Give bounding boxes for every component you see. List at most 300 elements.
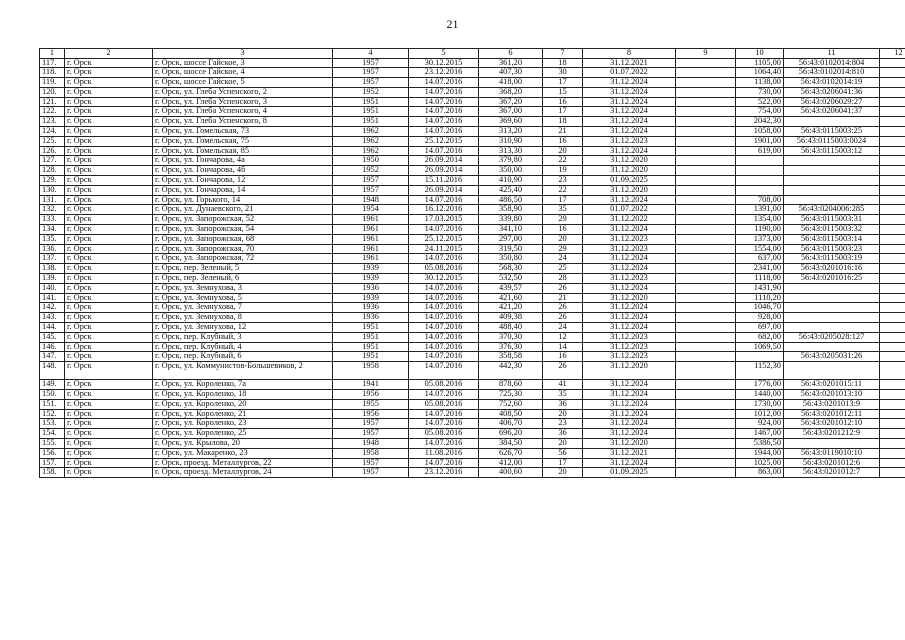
municipality-cell: г. Орск [65,274,153,284]
deadline-cell: 31.12.2024 [583,117,676,127]
column-number-cell: 2 [65,49,153,59]
row-number-cell: 121. [40,97,65,107]
cadastral-number-cell: 56:43:0201015:11 [784,380,880,390]
address-cell: г. Орск, ул. Глеба Успенского, 2 [153,87,333,97]
municipality-cell: г. Орск [65,97,153,107]
address-cell: г. Орск, ул. Короленко, 23 [153,419,333,429]
date-cell: 05.08.2016 [409,380,479,390]
date-cell: 05.08.2016 [409,399,479,409]
table-row [40,448,905,458]
col-12-cell [880,438,905,448]
cadastral-number-cell: 56:43:0115003:23 [784,244,880,254]
deadline-cell: 31.12.2021 [583,448,676,458]
cadastral-number-cell [784,313,880,323]
area-cell: 409,38 [479,313,543,323]
deadline-cell: 31.12.2020 [583,166,676,176]
residents-cell: 16 [543,352,583,362]
table-row [40,234,905,244]
municipality-cell: г. Орск [65,409,153,419]
address-cell: г. Орск, ул. Дунаевского, 21 [153,205,333,215]
col-9-cell [676,313,736,323]
date-cell: 30.12.2015 [409,274,479,284]
address-cell: г. Орск, ул. Гомельская, 73 [153,127,333,137]
municipality-cell: г. Орск [65,166,153,176]
residents-cell: 22 [543,156,583,166]
year-built-cell: 1936 [333,303,409,313]
cost-cell: 1467,00 [736,429,784,439]
date-cell: 26.09.2014 [409,185,479,195]
municipality-cell: г. Орск [65,78,153,88]
year-built-cell: 1961 [333,244,409,254]
address-cell: г. Орск, ул. Гончарова, 4б [153,166,333,176]
table-row [40,362,905,380]
residents-cell: 26 [543,362,583,380]
cost-cell: 1064,40 [736,68,784,78]
area-cell: 421,60 [479,293,543,303]
area-cell: 313,20 [479,127,543,137]
municipality-cell: г. Орск [65,283,153,293]
date-cell: 14.07.2016 [409,362,479,380]
col-12-cell [880,136,905,146]
cadastral-number-cell: 56:43:0201012:10 [784,419,880,429]
address-cell: г. Орск, ул. Горького, 14 [153,195,333,205]
column-number-cell: 9 [676,49,736,59]
col-12-cell [880,409,905,419]
cost-cell: 924,00 [736,419,784,429]
residents-cell: 56 [543,448,583,458]
address-cell: г. Орск, ул. Гомельская, 85 [153,146,333,156]
col-9-cell [676,438,736,448]
col-9-cell [676,234,736,244]
cadastral-number-cell: 56:43:0115003:25 [784,127,880,137]
col-9-cell [676,117,736,127]
residents-cell: 24 [543,323,583,333]
cadastral-number-cell [784,323,880,333]
year-built-cell: 1962 [333,136,409,146]
date-cell: 24.11.2015 [409,244,479,254]
row-number-cell: 156. [40,448,65,458]
municipality-cell: г. Орск [65,419,153,429]
deadline-cell: 31.12.2023 [583,234,676,244]
address-cell: г. Орск, ул. Глеба Успенского, 8 [153,117,333,127]
cadastral-number-cell: 56:43:0201013:9 [784,399,880,409]
address-cell: г. Орск, ул. Глеба Успенского, 3 [153,97,333,107]
date-cell: 14.07.2016 [409,195,479,205]
deadline-cell: 31.12.2024 [583,87,676,97]
col-9-cell [676,303,736,313]
cadastral-number-cell: 56:43:0115003:14 [784,234,880,244]
municipality-cell: г. Орск [65,293,153,303]
cost-cell: 708,00 [736,195,784,205]
row-number-cell: 117. [40,58,65,68]
cost-cell [736,185,784,195]
municipality-cell: г. Орск [65,156,153,166]
municipality-cell: г. Орск [65,332,153,342]
row-number-cell: 158. [40,468,65,478]
area-cell: 370,30 [479,332,543,342]
area-cell: 313,30 [479,146,543,156]
deadline-cell: 31.12.2024 [583,225,676,235]
residents-cell: 36 [543,429,583,439]
col-12-cell [880,195,905,205]
cadastral-number-cell: 56:43:0115003:12 [784,146,880,156]
row-number-cell: 151. [40,399,65,409]
deadline-cell: 31.12.2023 [583,244,676,254]
deadline-cell: 31.12.2023 [583,274,676,284]
municipality-cell: г. Орск [65,254,153,264]
cost-cell [736,176,784,186]
cost-cell: 522,00 [736,97,784,107]
row-number-cell: 150. [40,390,65,400]
col-12-cell [880,390,905,400]
date-cell: 14.07.2016 [409,323,479,333]
residents-cell: 28 [543,274,583,284]
deadline-cell: 31.12.2024 [583,97,676,107]
table-row [40,352,905,362]
registry-table [39,48,905,478]
col-9-cell [676,185,736,195]
cadastral-number-cell: 56:43:0102014:810 [784,68,880,78]
deadline-cell: 31.12.2020 [583,362,676,380]
area-cell: 752,60 [479,399,543,409]
address-cell: г. Орск, ул. Гончарова, 4а [153,156,333,166]
residents-cell: 23 [543,176,583,186]
year-built-cell: 1952 [333,166,409,176]
residents-cell: 24 [543,254,583,264]
col-9-cell [676,195,736,205]
date-cell: 30.12.2015 [409,58,479,68]
col-12-cell [880,78,905,88]
column-number-row [40,49,905,59]
row-number-cell: 133. [40,215,65,225]
cost-cell: 2042,30 [736,117,784,127]
cost-cell: 697,00 [736,323,784,333]
date-cell: 14.07.2016 [409,390,479,400]
date-cell: 23.12.2016 [409,68,479,78]
column-number-cell: 4 [333,49,409,59]
address-cell: г. Орск, ул. Земнухова, 3 [153,283,333,293]
date-cell: 14.07.2016 [409,225,479,235]
municipality-cell: г. Орск [65,468,153,478]
cost-cell: 1373,00 [736,234,784,244]
residents-cell: 14 [543,342,583,352]
cost-cell: 1025,00 [736,458,784,468]
cost-cell: 637,00 [736,254,784,264]
cadastral-number-cell: 56:43:0201016:16 [784,264,880,274]
col-9-cell [676,156,736,166]
col-9-cell [676,225,736,235]
table-row [40,293,905,303]
col-12-cell [880,166,905,176]
row-number-cell: 145. [40,332,65,342]
area-cell: 878,60 [479,380,543,390]
col-12-cell [880,293,905,303]
column-number-cell: 8 [583,49,676,59]
row-number-cell: 137. [40,254,65,264]
col-12-cell [880,399,905,409]
deadline-cell: 31.12.2020 [583,438,676,448]
residents-cell: 20 [543,234,583,244]
cadastral-number-cell: 56:43:0102014:804 [784,58,880,68]
year-built-cell: 1955 [333,399,409,409]
cadastral-number-cell [784,303,880,313]
col-9-cell [676,78,736,88]
municipality-cell: г. Орск [65,448,153,458]
year-built-cell: 1951 [333,342,409,352]
area-cell: 297,00 [479,234,543,244]
deadline-cell: 31.12.2024 [583,264,676,274]
date-cell: 25.12.2015 [409,234,479,244]
cadastral-number-cell: 56:43:0102014:19 [784,78,880,88]
year-built-cell: 1951 [333,117,409,127]
table-row [40,429,905,439]
date-cell: 14.07.2016 [409,117,479,127]
table-row [40,332,905,342]
area-cell: 725,30 [479,390,543,400]
residents-cell: 20 [543,468,583,478]
table-row [40,264,905,274]
area-cell: 486,50 [479,195,543,205]
table-row [40,419,905,429]
cost-cell: 1118,00 [736,274,784,284]
deadline-cell: 31.12.2022 [583,215,676,225]
residents-cell: 29 [543,244,583,254]
deadline-cell: 31.12.2024 [583,429,676,439]
col-12-cell [880,215,905,225]
table-row [40,215,905,225]
cadastral-number-cell [784,166,880,176]
municipality-cell: г. Орск [65,185,153,195]
date-cell: 14.07.2016 [409,303,479,313]
residents-cell: 26 [543,283,583,293]
year-built-cell: 1957 [333,468,409,478]
address-cell: г. Орск, пер. Клубный, 6 [153,352,333,362]
col-12-cell [880,274,905,284]
address-cell: г. Орск, ул. Короленко, 7а [153,380,333,390]
col-9-cell [676,58,736,68]
cadastral-number-cell: 56:43:0201212:9 [784,429,880,439]
year-built-cell: 1951 [333,107,409,117]
col-12-cell [880,419,905,429]
cadastral-number-cell: 56:43:0201012:11 [784,409,880,419]
year-built-cell: 1961 [333,254,409,264]
col-12-cell [880,117,905,127]
residents-cell: 16 [543,136,583,146]
row-number-cell: 123. [40,117,65,127]
cost-cell: 1012,00 [736,409,784,419]
table-row [40,323,905,333]
table-row [40,205,905,215]
cost-cell: 1046,70 [736,303,784,313]
residents-cell: 30 [543,68,583,78]
area-cell: 626,70 [479,448,543,458]
cost-cell: 863,00 [736,468,784,478]
area-cell: 350,80 [479,254,543,264]
table-row [40,78,905,88]
col-12-cell [880,146,905,156]
deadline-cell: 31.12.2023 [583,352,676,362]
cadastral-number-cell: 56:43:0201012:6 [784,458,880,468]
row-number-cell: 138. [40,264,65,274]
col-9-cell [676,136,736,146]
cadastral-number-cell [784,438,880,448]
area-cell: 358,90 [479,205,543,215]
area-cell: 696,20 [479,429,543,439]
year-built-cell: 1961 [333,234,409,244]
year-built-cell: 1961 [333,215,409,225]
municipality-cell: г. Орск [65,136,153,146]
col-9-cell [676,176,736,186]
municipality-cell: г. Орск [65,225,153,235]
municipality-cell: г. Орск [65,438,153,448]
residents-cell: 16 [543,97,583,107]
municipality-cell: г. Орск [65,244,153,254]
row-number-cell: 140. [40,283,65,293]
deadline-cell: 31.12.2023 [583,136,676,146]
row-number-cell: 122. [40,107,65,117]
row-number-cell: 129. [40,176,65,186]
area-cell: 361,20 [479,58,543,68]
cost-cell: 1431,90 [736,283,784,293]
deadline-cell: 31.12.2020 [583,293,676,303]
residents-cell: 20 [543,438,583,448]
address-cell: г. Орск, ул. Запорожская, 72 [153,254,333,264]
area-cell: 358,58 [479,352,543,362]
municipality-cell: г. Орск [65,234,153,244]
address-cell: г. Орск, ул. Земнухова, 5 [153,293,333,303]
table-row [40,58,905,68]
date-cell: 14.07.2016 [409,87,479,97]
table-row [40,185,905,195]
address-cell: г. Орск, ул. Короленко, 18 [153,390,333,400]
year-built-cell: 1957 [333,458,409,468]
cost-cell: 1190,00 [736,225,784,235]
deadline-cell: 31.12.2024 [583,380,676,390]
col-9-cell [676,409,736,419]
cadastral-number-cell [784,176,880,186]
municipality-cell: г. Орск [65,176,153,186]
year-built-cell: 1939 [333,264,409,274]
cadastral-number-cell: 56:43:0205028:127 [784,332,880,342]
address-cell: г. Орск, ул. Макаренко, 23 [153,448,333,458]
date-cell: 05.08.2016 [409,264,479,274]
date-cell: 14.07.2016 [409,458,479,468]
cadastral-number-cell: 56:43:0204006:285 [784,205,880,215]
municipality-cell: г. Орск [65,87,153,97]
address-cell: г. Орск, ул. Запорожская, 54 [153,225,333,235]
cost-cell: 928,00 [736,313,784,323]
row-number-cell: 126. [40,146,65,156]
residents-cell: 20 [543,409,583,419]
deadline-cell: 31.12.2024 [583,419,676,429]
municipality-cell: г. Орск [65,390,153,400]
row-number-cell: 130. [40,185,65,195]
year-built-cell: 1951 [333,323,409,333]
table-row [40,468,905,478]
residents-cell: 29 [543,215,583,225]
row-number-cell: 157. [40,458,65,468]
col-12-cell [880,303,905,313]
year-built-cell: 1957 [333,429,409,439]
cadastral-number-cell: 56:43:0205031:26 [784,352,880,362]
area-cell: 412,00 [479,458,543,468]
address-cell: г. Орск, шоссе Гайское, 3 [153,58,333,68]
residents-cell: 26 [543,313,583,323]
date-cell: 14.07.2016 [409,332,479,342]
area-cell: 568,30 [479,264,543,274]
area-cell: 421,20 [479,303,543,313]
municipality-cell: г. Орск [65,127,153,137]
area-cell: 418,00 [479,78,543,88]
deadline-cell: 31.12.2024 [583,313,676,323]
cadastral-number-cell: 56:43:0201012:7 [784,468,880,478]
cadastral-number-cell [784,156,880,166]
address-cell: г. Орск, ул. Короленко, 25 [153,429,333,439]
row-number-cell: 127. [40,156,65,166]
residents-cell: 22 [543,185,583,195]
col-9-cell [676,146,736,156]
deadline-cell: 31.12.2020 [583,156,676,166]
cadastral-number-cell [784,283,880,293]
area-cell: 369,60 [479,117,543,127]
table-row [40,87,905,97]
year-built-cell: 1957 [333,185,409,195]
col-9-cell [676,87,736,97]
row-number-cell: 141. [40,293,65,303]
col-9-cell [676,419,736,429]
address-cell: г. Орск, шоссе Гайское, 5 [153,78,333,88]
col-12-cell [880,429,905,439]
date-cell: 11.08.2016 [409,448,479,458]
cadastral-number-cell [784,185,880,195]
municipality-cell: г. Орск [65,458,153,468]
col-9-cell [676,97,736,107]
residents-cell: 35 [543,390,583,400]
deadline-cell: 31.12.2023 [583,342,676,352]
year-built-cell: 1957 [333,176,409,186]
year-built-cell: 1958 [333,362,409,380]
col-12-cell [880,468,905,478]
col-12-cell [880,107,905,117]
address-cell: г. Орск, ул. Земнухова, 7 [153,303,333,313]
row-number-cell: 136. [40,244,65,254]
table-row [40,409,905,419]
cadastral-number-cell [784,362,880,380]
address-cell: г. Орск, ул. Короленко, 21 [153,409,333,419]
cost-cell: 1152,30 [736,362,784,380]
residents-cell: 17 [543,78,583,88]
cost-cell: 1105,00 [736,58,784,68]
cost-cell: 730,00 [736,87,784,97]
area-cell: 341,10 [479,225,543,235]
column-number-cell: 3 [153,49,333,59]
area-cell: 442,30 [479,362,543,380]
residents-cell: 23 [543,419,583,429]
col-9-cell [676,352,736,362]
column-number-cell: 12 [880,49,905,59]
col-12-cell [880,58,905,68]
col-9-cell [676,362,736,380]
col-12-cell [880,244,905,254]
municipality-cell: г. Орск [65,215,153,225]
col-9-cell [676,380,736,390]
year-built-cell: 1956 [333,390,409,400]
col-9-cell [676,458,736,468]
cadastral-number-cell: 56:43:0115003:19 [784,254,880,264]
col-9-cell [676,293,736,303]
municipality-cell: г. Орск [65,146,153,156]
municipality-cell: г. Орск [65,303,153,313]
